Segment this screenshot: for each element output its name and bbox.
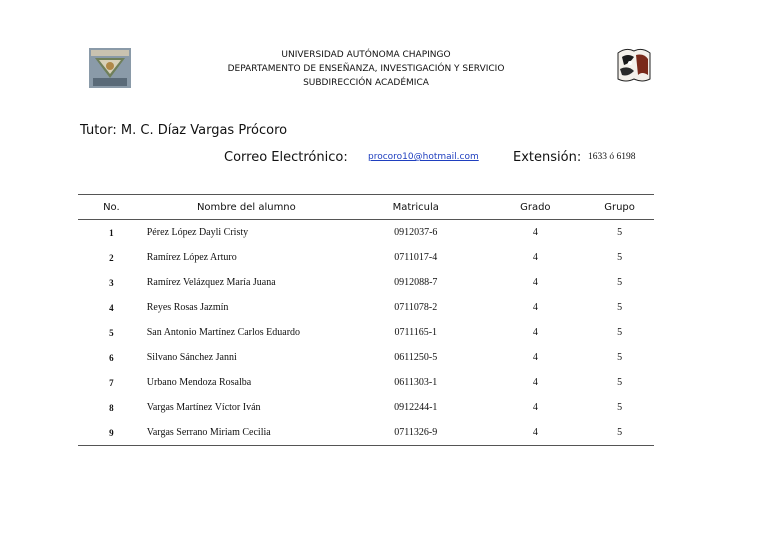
header-department: DEPARTAMENTO DE ENSEÑANZA, INVESTIGACIÓN Y SERVICIO bbox=[227, 64, 505, 74]
header-university: UNIVERSIDAD AUTÓNOMA CHAPINGO bbox=[281, 50, 451, 60]
department-logo-right bbox=[612, 45, 656, 87]
cell-no: 6 bbox=[109, 352, 114, 363]
cell-matricula: 0711078-2 bbox=[394, 302, 438, 313]
email-label: Correo Electrónico: bbox=[224, 150, 348, 165]
cell-grupo: 5 bbox=[617, 302, 623, 313]
cell-matricula: 0711017-4 bbox=[394, 252, 438, 263]
cell-matricula: 0912088-7 bbox=[394, 277, 438, 288]
cell-grupo: 5 bbox=[617, 277, 623, 288]
extension-value: 1633 ó 6198 bbox=[588, 152, 636, 162]
cell-grado: 4 bbox=[532, 277, 538, 288]
cell-no: 7 bbox=[109, 377, 114, 388]
cell-name: Vargas Martínez Víctor Iván bbox=[146, 402, 261, 413]
cell-no: 5 bbox=[109, 327, 114, 338]
cell-no: 8 bbox=[109, 402, 114, 413]
cell-name: Vargas Serrano Miriam Cecilia bbox=[145, 420, 346, 446]
cell-no: 2 bbox=[109, 252, 114, 263]
cell-name: Reyes Rosas Jazmín bbox=[146, 302, 229, 313]
cell-grado: 4 bbox=[532, 252, 538, 263]
table-row bbox=[78, 245, 654, 270]
cell-grado: 4 bbox=[532, 377, 538, 388]
cell-matricula: 0711165-1 bbox=[394, 327, 438, 338]
cell-name: Pérez López Dayli Cristy bbox=[146, 227, 249, 238]
column-header-grupo: Grupo bbox=[585, 195, 654, 220]
cell-no: 3 bbox=[109, 277, 114, 288]
cell-grado: 4 bbox=[532, 352, 538, 363]
document-header bbox=[200, 48, 532, 90]
cell-matricula: 0912244-1 bbox=[394, 402, 438, 413]
cell-grupo: 5 bbox=[617, 252, 623, 263]
table-row bbox=[78, 320, 654, 345]
university-logo-left bbox=[89, 48, 131, 88]
cell-name: Silvano Sánchez Janni bbox=[146, 352, 237, 363]
cell-matricula: 0611250-5 bbox=[394, 352, 438, 363]
cell-grupo: 5 bbox=[617, 352, 623, 363]
cell-grado: 4 bbox=[532, 302, 538, 313]
table-header-row bbox=[78, 195, 654, 220]
column-header-matricula: Matricula bbox=[346, 195, 486, 220]
cell-grupo: 5 bbox=[585, 420, 654, 446]
cell-grupo: 5 bbox=[617, 377, 623, 388]
table-row bbox=[78, 395, 654, 420]
table-row bbox=[78, 345, 654, 370]
column-header-no: No. bbox=[78, 195, 145, 220]
table-row bbox=[78, 220, 654, 246]
tutor-name: Tutor: M. C. Díaz Vargas Prócoro bbox=[80, 123, 288, 138]
cell-matricula: 0611303-1 bbox=[394, 377, 438, 388]
column-header-grado: Grado bbox=[486, 195, 586, 220]
table-row bbox=[78, 270, 654, 295]
cell-grado: 4 bbox=[532, 227, 538, 238]
students-table bbox=[78, 194, 654, 446]
email-link[interactable]: procoro10@hotmail.com bbox=[368, 152, 479, 162]
cell-matricula: 0912037-6 bbox=[394, 227, 438, 238]
cell-grupo: 5 bbox=[617, 327, 623, 338]
cell-grupo: 5 bbox=[617, 402, 623, 413]
cell-name: Urbano Mendoza Rosalba bbox=[146, 377, 252, 388]
table-row bbox=[78, 295, 654, 320]
cell-grupo: 5 bbox=[617, 227, 623, 238]
cell-name: Ramírez Velázquez María Juana bbox=[146, 277, 276, 288]
cell-no: 1 bbox=[109, 227, 114, 238]
extension-label: Extensión: bbox=[513, 150, 582, 165]
cell-no: 4 bbox=[109, 302, 114, 313]
cell-name: Ramírez López Arturo bbox=[146, 252, 237, 263]
column-header-name: Nombre del alumno bbox=[145, 195, 346, 220]
header-subdirection: SUBDIRECCIÓN ACADÉMICA bbox=[303, 78, 429, 88]
table-row bbox=[78, 370, 654, 395]
cell-no: 9 bbox=[78, 420, 145, 446]
table-row bbox=[78, 420, 654, 446]
cell-grado: 4 bbox=[486, 420, 586, 446]
cell-grado: 4 bbox=[532, 402, 538, 413]
cell-name: San Antonio Martínez Carlos Eduardo bbox=[146, 327, 301, 338]
cell-matricula: 0711326-9 bbox=[346, 420, 486, 446]
cell-grado: 4 bbox=[532, 327, 538, 338]
